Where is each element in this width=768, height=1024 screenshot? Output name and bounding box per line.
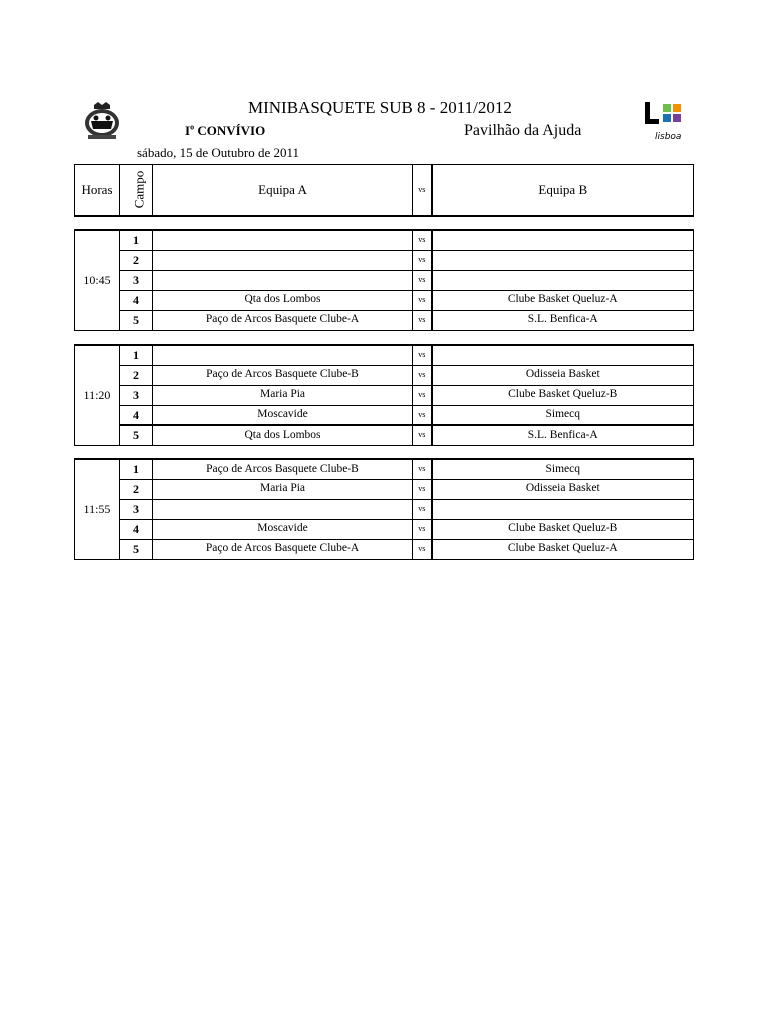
- vs-label: vs: [413, 365, 432, 385]
- team-b: Simecq: [432, 405, 694, 425]
- convivio-prefix: I: [185, 123, 191, 138]
- table-row: [75, 459, 694, 479]
- vs-label: vs: [413, 479, 432, 499]
- team-a: Qta dos Lombos: [153, 425, 413, 445]
- schedule-header: [74, 164, 694, 217]
- table-row: [75, 519, 694, 539]
- convivio-text: CONVÍVIO: [194, 123, 266, 138]
- table-row: [75, 270, 694, 290]
- table-row: [75, 250, 694, 270]
- vs-label: vs: [413, 385, 432, 405]
- table-row: [75, 365, 694, 385]
- court-number: 2: [120, 365, 153, 385]
- team-a: [153, 270, 413, 290]
- header-equipa-b: Equipa B: [432, 165, 694, 216]
- vs-label: vs: [413, 519, 432, 539]
- team-b: Clube Basket Queluz-B: [432, 385, 694, 405]
- team-a: Qta dos Lombos: [153, 290, 413, 310]
- team-b: [432, 270, 694, 290]
- team-b: Clube Basket Queluz-A: [432, 539, 694, 559]
- court-number: 1: [120, 345, 153, 365]
- court-number: 4: [120, 290, 153, 310]
- convivio-label: [185, 123, 265, 139]
- club-crest-icon: [82, 101, 122, 141]
- table-row: [75, 425, 694, 445]
- vs-label: vs: [413, 499, 432, 519]
- table-row: [75, 345, 694, 365]
- vs-label: vs: [413, 270, 432, 290]
- court-number: 3: [120, 385, 153, 405]
- team-a: Maria Pia: [153, 479, 413, 499]
- table-row: [75, 499, 694, 519]
- table-row: [75, 539, 694, 559]
- time-block-1045: [74, 229, 694, 331]
- team-a: Maria Pia: [153, 385, 413, 405]
- header-campo-label: Campo: [131, 170, 147, 209]
- vs-label: vs: [413, 230, 432, 250]
- table-row: [75, 479, 694, 499]
- vs-label: vs: [413, 250, 432, 270]
- court-number: 1: [120, 230, 153, 250]
- team-a: [153, 345, 413, 365]
- court-number: 5: [120, 425, 153, 445]
- header-campo: [120, 165, 153, 216]
- team-b: Clube Basket Queluz-B: [432, 519, 694, 539]
- team-b: Odisseia Basket: [432, 365, 694, 385]
- header-horas: Horas: [75, 165, 120, 216]
- vs-label: vs: [413, 405, 432, 425]
- vs-label: vs: [413, 345, 432, 365]
- team-b: [432, 345, 694, 365]
- court-number: 3: [120, 270, 153, 290]
- lisboa-logo-text: lisboa: [655, 132, 682, 142]
- team-a: [153, 250, 413, 270]
- team-a: Paço de Arcos Basquete Clube-A: [153, 310, 413, 330]
- team-b: S.L. Benfica-A: [432, 425, 694, 445]
- team-a: Moscavide: [153, 405, 413, 425]
- team-b: [432, 250, 694, 270]
- team-a: [153, 499, 413, 519]
- court-number: 2: [120, 479, 153, 499]
- table-row: [75, 310, 694, 330]
- table-row: [75, 385, 694, 405]
- lisboa-logo-icon: [643, 100, 689, 142]
- time-slot: 11:55: [75, 459, 120, 559]
- event-date: sábado, 15 de Outubro de 2011: [137, 145, 299, 160]
- venue-label: Pavilhão da Ajuda: [464, 122, 582, 139]
- team-b: Clube Basket Queluz-A: [432, 290, 694, 310]
- court-number: 4: [120, 405, 153, 425]
- court-number: 5: [120, 310, 153, 330]
- convivio-ordinal: o: [190, 122, 195, 132]
- court-number: 2: [120, 250, 153, 270]
- time-block-1155: [74, 458, 694, 560]
- team-a: [153, 230, 413, 250]
- time-block-1120: [74, 344, 694, 446]
- team-b: Odisseia Basket: [432, 479, 694, 499]
- court-number: 4: [120, 519, 153, 539]
- time-slot: 11:20: [75, 345, 120, 445]
- team-a: Paço de Arcos Basquete Clube-B: [153, 459, 413, 479]
- vs-label: vs: [413, 425, 432, 445]
- header-equipa-a: Equipa A: [153, 165, 413, 216]
- court-number: 1: [120, 459, 153, 479]
- header-vs: vs: [413, 165, 432, 216]
- document-title: MINIBASQUETE SUB 8 - 2011/2012: [248, 98, 512, 117]
- team-b: Simecq: [432, 459, 694, 479]
- team-b: [432, 499, 694, 519]
- team-a: Paço de Arcos Basquete Clube-B: [153, 365, 413, 385]
- time-slot: 10:45: [75, 230, 120, 330]
- vs-label: vs: [413, 459, 432, 479]
- vs-label: vs: [413, 539, 432, 559]
- team-a: Paço de Arcos Basquete Clube-A: [153, 539, 413, 559]
- table-row: [75, 290, 694, 310]
- vs-label: vs: [413, 290, 432, 310]
- team-b: [432, 230, 694, 250]
- team-a: Moscavide: [153, 519, 413, 539]
- court-number: 3: [120, 499, 153, 519]
- court-number: 5: [120, 539, 153, 559]
- vs-label: vs: [413, 310, 432, 330]
- table-row: [75, 405, 694, 425]
- table-row: [75, 230, 694, 250]
- team-b: S.L. Benfica-A: [432, 310, 694, 330]
